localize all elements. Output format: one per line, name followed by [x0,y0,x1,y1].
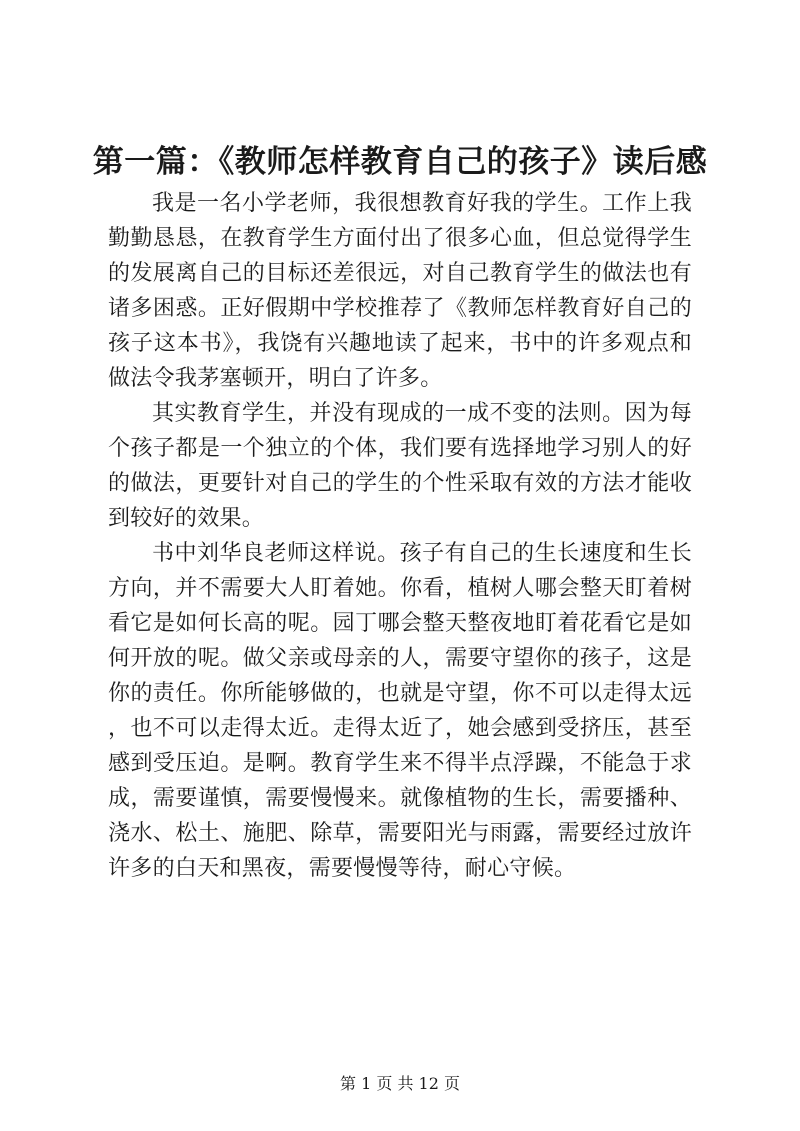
paragraph-3: 书中刘华良老师这样说。孩子有自己的生长速度和生长方向，并不需要大人盯着她。你看，植树人哪会整天盯着树看它是如何长高的呢。园丁哪会整天整夜地盯着花看它是如何开放的呢。做父亲或母亲的人，需要守望你的孩子，这是你的责任。你所能够做的，也就是守望，你不可以走得太远，也不可以走得太近。走得太近了，她会感到受挤压，甚至感到受压迫。是啊。教育学生来不得半点浮躁，不能急于求成，需要谨慎，需要慢慢来。就像植物的生长，需要播种、浇水、松土、施肥、除草，需要阳光与雨露，需要经过放许许多的白天和黑夜，需要慢慢等待，耐心守候。 [108,541,692,881]
document-body [108,186,692,886]
paragraph-1: 我是一名小学老师，我很想教育好我的学生。工作上我勤勤恳恳，在教育学生方面付出了很多心血，但总觉得学生的发展离自己的目标还差很远，对自己教育学生的做法也有诸多困惑。正好假期中学校推荐了《教师怎样教育好自己的孩子这本书》，我饶有兴趣地读了起来，书中的许多观点和做法令我茅塞顿开，明白了许多。 [108,191,692,391]
document-title: 第一篇：《教师怎样教育自己的孩子》读后感 [92,144,708,180]
page-number-footer: 第 1 页 共 12 页 [340,1074,460,1093]
paragraph-2: 其实教育学生，并没有现成的一成不变的法则。因为每个孩子都是一个独立的个体，我们要有选择地学习别人的好的做法，更要针对自己的学生的个性采取有效的方法才能收到较好的效果。 [108,401,692,531]
